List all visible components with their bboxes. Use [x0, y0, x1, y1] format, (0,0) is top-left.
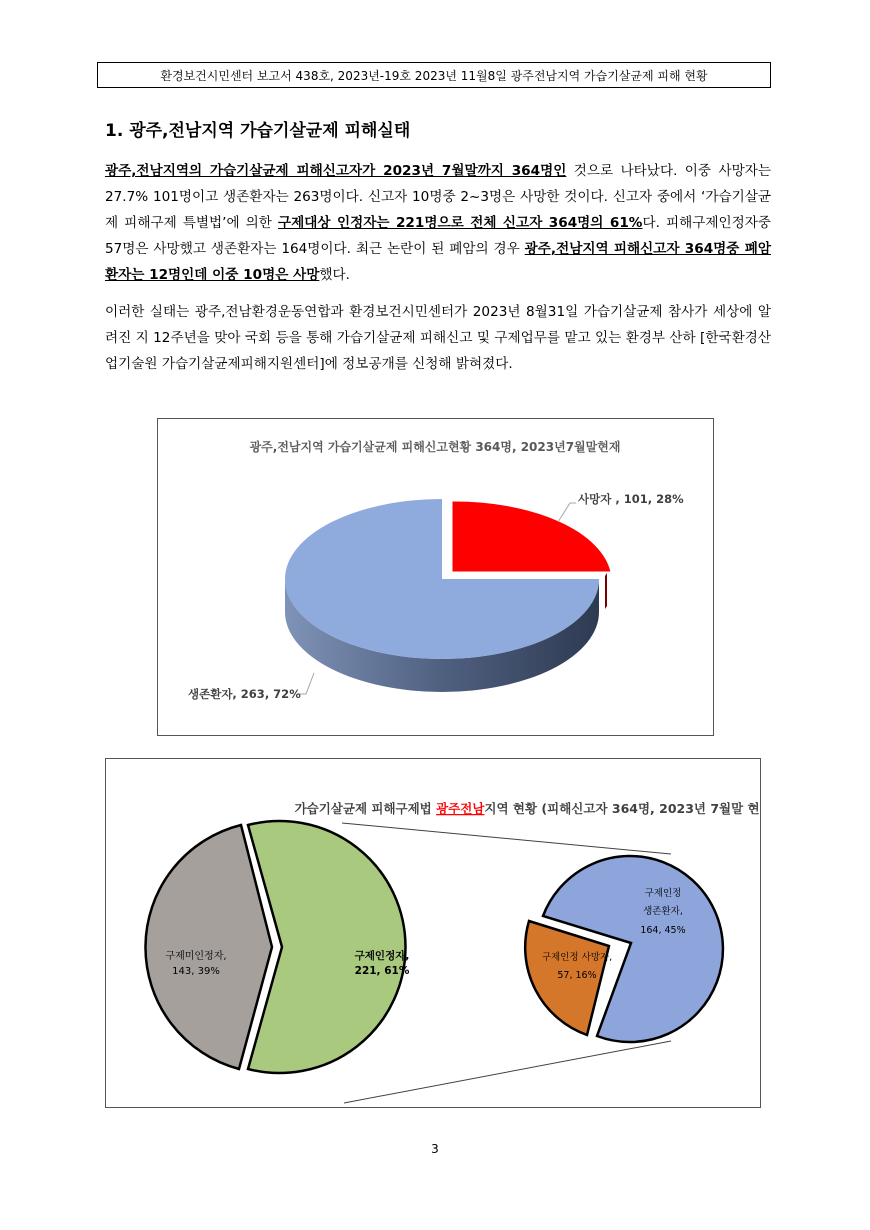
highlight-text: 구제대상 인정자는 221명으로 전체 신고자 364명의 61%	[277, 215, 643, 231]
label-relief-survivors-1: 구제인정	[644, 888, 682, 899]
label-deaths: 사망자 , 101, 28%	[578, 492, 684, 506]
label-survivors: 생존환자, 263, 72%	[188, 687, 301, 701]
label-relief-survivors-3: 164, 45%	[640, 925, 686, 936]
highlight-text: 광주,전남지역의 가습기살균제 피해신고자가 2023년 7월말까지 364명인	[105, 163, 567, 179]
chart2-title-highlight: 광주전남	[436, 801, 485, 816]
label-unrecognized-1: 구제미인정자,	[165, 951, 227, 962]
highlight-text: 광주,전남지역 피해신고자 364명중 폐암환자는 12명인데 이중 10명은 사망	[105, 241, 771, 283]
connector-line-top	[342, 823, 671, 854]
chart-relief-status	[105, 758, 761, 1108]
paragraph-summary	[105, 158, 771, 288]
body-text: 다. 피해구제인정자중 57명은 사망했고 생존환자는 164명이다. 최근 논란이 된 폐암의 경우	[105, 215, 771, 257]
chart2-title: 가습기살균제 피해구제법 광주전남지역 현황 (피해신고자 364명, 2023년 7월말 현재)	[294, 801, 760, 816]
page-number: 3	[431, 1142, 439, 1156]
connector-line-bottom	[344, 1041, 671, 1103]
label-leader-deaths	[558, 503, 576, 522]
chart-report-status	[157, 418, 714, 736]
pie-slice-unrecognized	[145, 825, 272, 1069]
report-header: 환경보건시민센터 보고서 438호, 2023년-19호 2023년 11월8일 광주전남지역 가습기살균제 피해 현황	[97, 62, 771, 88]
section-title: 1. 광주,전남지역 가습기살균제 피해실태	[105, 121, 411, 141]
pie-side-deaths	[605, 573, 607, 609]
paragraph-source: 이러한 실태는 광주,전남환경운동연합과 환경보건시민센터가 2023년 8월31일 가습기살균제 참사가 세상에 알려진 지 12주년을 맞아 국회 등을 통해 가습기살균제 피해신고 및 구제업무를 맡고 있는 환경부 산하 [한국환경산업기술원 가습기살균제피해지원센터]에 정보공개를 신청해 밝혀졌다.	[105, 304, 771, 372]
label-relief-survivors-2: 생존환자,	[643, 906, 683, 917]
pie-slice-deaths	[452, 501, 611, 572]
label-recognized-1: 구제인정자,	[354, 950, 410, 962]
label-recognized-2: 221, 61%	[354, 965, 410, 977]
pie-of-pie-chart	[106, 759, 760, 1107]
label-relief-deaths-1: 구제인정 사망자,	[541, 952, 613, 963]
label-unrecognized-2: 143, 39%	[172, 966, 220, 977]
body-text: 것으로 나타났다. 이중 사망자는 27.7% 101명이고 생존환자는 263명이다. 신고자 10명중 2~3명은 사망한 것이다. 신고자 중에서 ‘가습기살균제 피해구제 특별법’에 의한	[105, 163, 771, 231]
chart1-title: 광주,전남지역 가습기살균제 피해신고현황 364명, 2023년7월말현재	[249, 440, 621, 454]
body-text: 했다.	[319, 267, 350, 283]
label-relief-deaths-2: 57, 16%	[557, 970, 597, 981]
pie-chart-reports	[158, 419, 713, 735]
